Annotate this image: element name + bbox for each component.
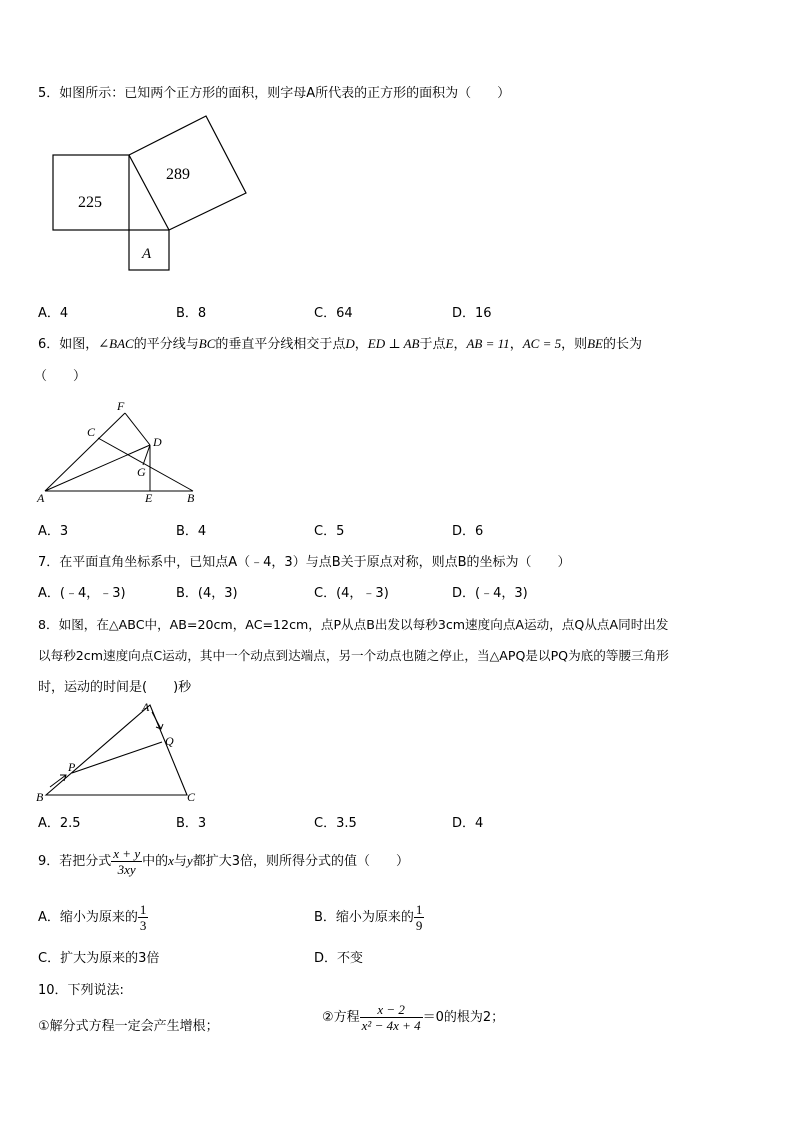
q6-label-d: D <box>153 435 162 449</box>
q10-item-2-denominator: x² − 4x + 4 <box>361 1018 421 1033</box>
q6-stem-text: ， <box>509 337 523 352</box>
q8-label-c: C <box>187 790 196 804</box>
q9-option-b-text: B．缩小为原来的 <box>314 910 414 925</box>
q9-fraction-numerator: x + y <box>113 846 141 861</box>
q6-label-e: E <box>145 491 153 505</box>
q8-stem-line2: 以每秒2cm速度向点C运动，其中一个动点到达端点，另一个动点也随之停止，当△APQ是以PQ为底的等腰三角形 <box>38 648 669 663</box>
q6-bc: BC <box>198 336 216 351</box>
q10-item-1: ①解分式方程一定会产生增根； <box>38 1019 219 1034</box>
q9-stem-text: 与 <box>173 854 187 869</box>
q6-stem-text: ， <box>354 337 368 352</box>
q6-angle: ∠BAC <box>98 336 134 351</box>
q7-stem: 7．在平面直角坐标系中，已知点A（﹣4，3）与点B关于原点对称，则点B的坐标为（ ） <box>38 555 571 570</box>
q9-option-a-text: A．缩小为原来的 <box>38 910 138 925</box>
q6-option-c[interactable]: C．5 <box>314 524 345 539</box>
q9-var-x: x <box>168 853 174 868</box>
q7-option-d[interactable]: D．(﹣4，3) <box>452 586 528 601</box>
q9-option-a-denominator: 3 <box>139 918 147 933</box>
q9-var-y: y <box>186 853 193 868</box>
q8-option-c[interactable]: C．3.5 <box>314 816 357 831</box>
q9-option-b-denominator: 9 <box>415 918 423 933</box>
q10-stem: 10．下列说法: <box>38 983 124 998</box>
q9-option-b-fraction <box>414 902 425 933</box>
q6-stem-text: 于点 <box>419 337 446 352</box>
q8-figure <box>32 700 212 805</box>
q6-d: D <box>345 336 355 351</box>
q6-label-g: G <box>137 465 146 479</box>
q6-stem-text: 的长为 <box>603 337 643 352</box>
q9-option-c[interactable]: C．扩大为原来的3倍 <box>38 951 160 966</box>
q8-option-a[interactable]: A．2.5 <box>38 816 81 831</box>
q7-option-c[interactable]: C．(4，﹣3) <box>314 586 389 601</box>
q7-option-b[interactable]: B．(4，3) <box>176 586 238 601</box>
q5-left-area: 225 <box>78 194 102 211</box>
q8-stem-line3: 时，运动的时间是( )秒 <box>38 680 192 695</box>
q9-option-d[interactable]: D．不变 <box>314 951 364 966</box>
q9-stem-text: 都扩大3倍，则所得分式的值（ ） <box>192 854 409 869</box>
q9-stem <box>38 846 409 877</box>
q6-stem-text: ， <box>453 337 467 352</box>
q6-ed-ab: ED ⊥ AB <box>367 336 420 351</box>
q9-option-b-numerator: 1 <box>415 902 423 917</box>
q6-option-a[interactable]: A．3 <box>38 524 69 539</box>
q5-option-d[interactable]: D．16 <box>452 306 492 321</box>
q10-item-2 <box>322 1002 504 1033</box>
q9-option-a[interactable] <box>38 902 148 933</box>
q5-figure <box>50 112 250 274</box>
q5-option-b[interactable]: B．8 <box>176 306 207 321</box>
q9-option-a-numerator: 1 <box>139 902 147 917</box>
q6-option-d[interactable]: D．6 <box>452 524 484 539</box>
q7-option-a[interactable]: A．(﹣4，﹣3) <box>38 586 126 601</box>
q6-label-c: C <box>87 425 96 439</box>
q9-stem-text: 中的 <box>142 854 169 869</box>
q9-stem-text: 9．若把分式 <box>38 854 112 869</box>
q5-right-area: 289 <box>166 166 190 183</box>
q5-stem: 5．如图所示：已知两个正方形的面积，则字母A所代表的正方形的面积为（ ） <box>38 86 511 101</box>
q6-ab-eq: AB = 11 <box>466 336 510 351</box>
q8-option-b[interactable]: B．3 <box>176 816 207 831</box>
q6-stem-text: 的平分线与 <box>133 337 199 352</box>
q10-item-2-numerator: x − 2 <box>360 1002 423 1018</box>
q8-label-a: A <box>142 700 150 714</box>
q6-ac-eq: AC = 5 <box>522 336 562 351</box>
q9-fraction-denominator: 3xy <box>117 862 136 877</box>
q6-figure <box>30 396 210 506</box>
q6-label-f: F <box>117 399 125 413</box>
q8-stem-line1: 8．如图，在△ABC中，AB=20cm，AC=12cm，点P从点B出发以每秒3cm速度向点A运动，点Q从点A同时出发 <box>38 617 669 632</box>
q8-label-p: P <box>68 760 76 774</box>
q5-option-c[interactable]: C．64 <box>314 306 353 321</box>
q10-item-2-text: ②方程 <box>322 1010 360 1025</box>
q6-stem-line2: （ ） <box>34 369 87 384</box>
q9-option-b[interactable] <box>314 902 424 933</box>
q6-option-b[interactable]: B．4 <box>176 524 207 539</box>
q9-fraction <box>111 846 142 877</box>
q6-stem <box>38 333 642 352</box>
q9-option-a-fraction <box>138 902 149 933</box>
q6-label-b: B <box>187 491 195 505</box>
q8-label-b: B <box>36 790 44 804</box>
q6-be: BE <box>587 336 603 351</box>
q6-stem-text: 的垂直平分线相交于点 <box>215 337 346 352</box>
q5-option-a[interactable]: A．4 <box>38 306 69 321</box>
q8-option-d[interactable]: D．4 <box>452 816 484 831</box>
q10-item-2-text: ＝0的根为2； <box>422 1010 505 1025</box>
q8-label-q: Q <box>165 734 174 748</box>
q6-stem-text: ，则 <box>561 337 588 352</box>
q6-e: E <box>445 336 454 351</box>
q5-bottom-label: A <box>142 246 152 262</box>
q6-stem-text: 6．如图， <box>38 337 99 352</box>
q10-item-2-fraction <box>360 1002 423 1033</box>
q6-label-a: A <box>37 491 45 505</box>
